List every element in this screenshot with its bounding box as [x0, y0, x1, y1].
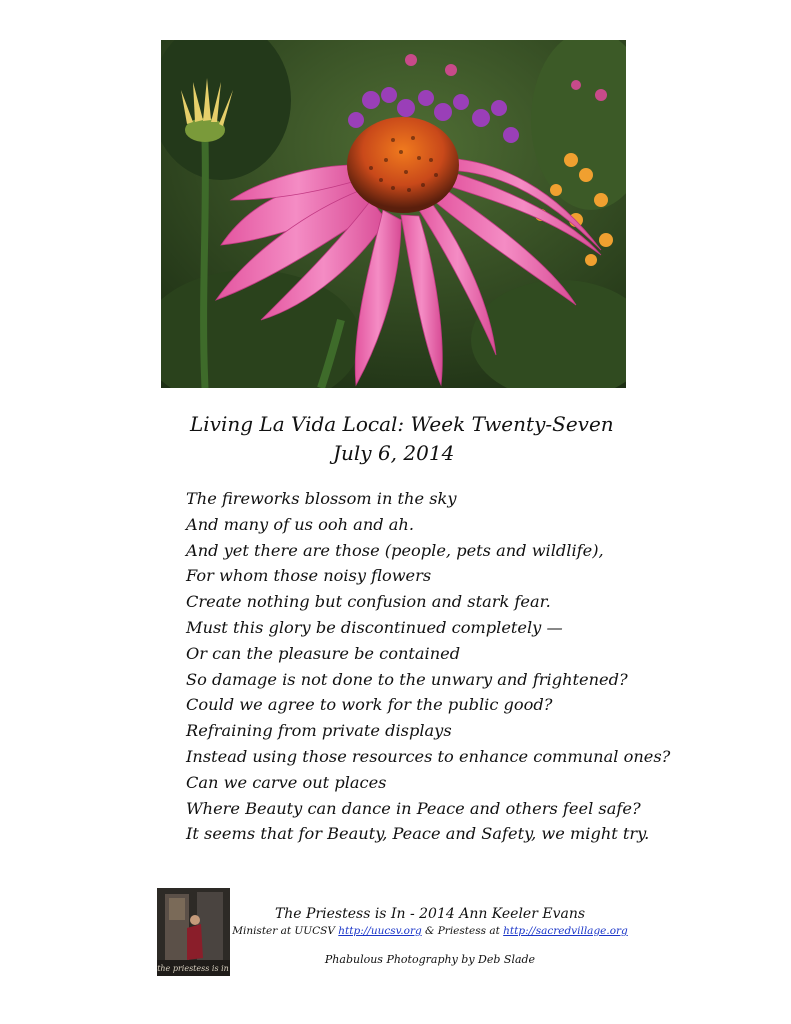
footer-credits: [230, 904, 630, 968]
poem-line: For whom those noisy flowers: [186, 566, 432, 586]
poem-line: Could we agree to work for the public good?: [186, 695, 553, 715]
poem-line: Or can the pleasure be contained: [186, 643, 461, 663]
sacredvillage-link[interactable]: http://sacredvillage.org: [503, 925, 628, 937]
poem-line: So damage is not done to the unwary and frightened?: [186, 669, 628, 689]
poem-title: Living La Vida Local: Week Twenty-Seven: [190, 412, 614, 436]
poem-line: Can we carve out places: [186, 772, 387, 792]
poem-line: It seems that for Beauty, Peace and Safety, we might try.: [186, 824, 650, 844]
poem-line: Create nothing but confusion and stark fear.: [186, 592, 551, 612]
photo-credit: Phabulous Photography by Deb Slade: [324, 953, 536, 966]
thumb-caption: the priestess is in: [157, 964, 229, 973]
poem-body: [186, 486, 746, 847]
poem-line: Refraining from private displays: [186, 721, 452, 741]
poem-date: July 6, 2014: [333, 441, 455, 465]
affiliations-line: [230, 924, 630, 938]
priestess-thumbnail: [157, 888, 230, 976]
poem-line: Instead using those resources to enhance communal ones?: [186, 746, 671, 766]
poem-line: Must this glory be discontinued completely —: [186, 617, 563, 637]
uucsv-link[interactable]: http://uucsv.org: [338, 925, 422, 937]
poem-line: The fireworks blossom in the sky: [186, 489, 457, 508]
coneflower-illustration: [161, 40, 626, 388]
coneflower-photo: [161, 40, 626, 388]
priestess-label: & Priestess at: [425, 925, 500, 937]
author-credit: The Priestess is In - 2014 Ann Keeler Evans: [274, 906, 586, 922]
poem-line: And yet there are those (people, pets and wildlife),: [186, 540, 604, 560]
poem-line: And many of us ooh and ah.: [186, 514, 414, 534]
poem-line: Where Beauty can dance in Peace and others feel safe?: [186, 798, 641, 818]
minister-label: Minister at UUCSV: [232, 925, 335, 937]
